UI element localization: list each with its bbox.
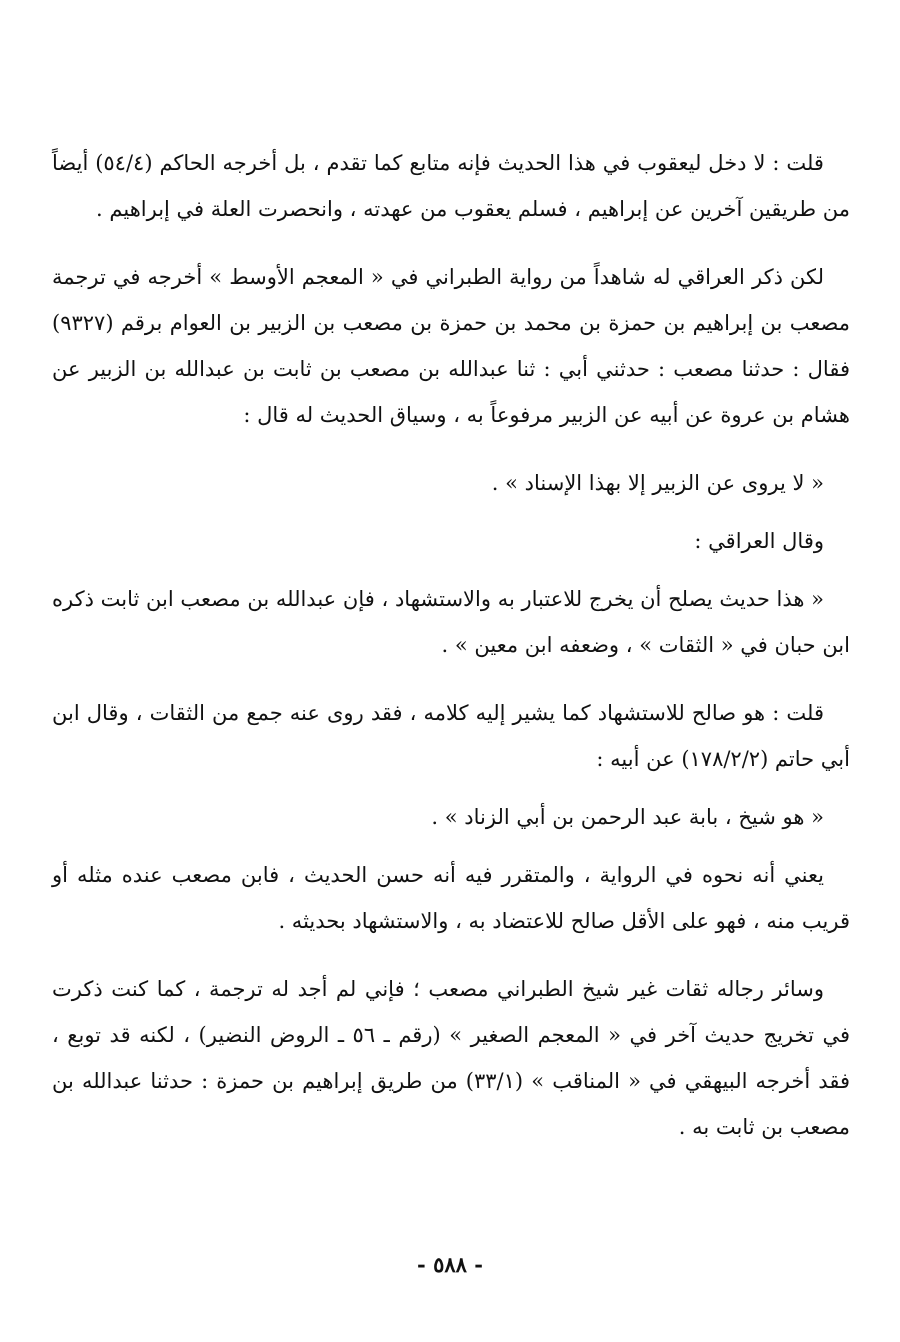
paragraph-4: قلت : هو صالح للاستشهاد كما يشير إليه كلامه ، فقد روى عنه جمع من الثقات ، وقال ابن أبي حاتم (١٧٨/٢/٢) عن أبيه : <box>52 701 850 771</box>
paragraph-3: وقال العراقي : <box>694 529 824 553</box>
page-number: - ٥٨٨ - <box>417 1252 483 1277</box>
paragraph-2: لكن ذكر العراقي له شاهداً من رواية الطبراني في « المعجم الأوسط » أخرجه في ترجمة مصعب بن إبراهيم بن حمزة بن محمد بن حمزة بن مصعب بن الزبير بن العوام برقم (٩٣٢٧) فقال : حدثنا مصعب : حدثني أبي : ثنا عبدالله بن مصعب بن ثابت بن عبدالله بن الزبير عن هشام بن عروة عن أبيه عن الزبير مرفوعاً به ، وسياق الحديث له قال : <box>52 265 850 427</box>
paragraph-1: قلت : لا دخل ليعقوب في هذا الحديث فإنه متابع كما تقدم ، بل أخرجه الحاكم (٥٤/٤) أيضاً من طريقين آخرين عن إبراهيم ، فسلم يعقوب من عهدته ، وانحصرت العلة في إبراهيم . <box>52 151 850 221</box>
quote-1: « لا يروى عن الزبير إلا بهذا الإسناد » . <box>491 471 824 495</box>
paragraph-5: يعني أنه نحوه في الرواية ، والمتقرر فيه أنه حسن الحديث ، فابن مصعب عنده مثله أو قريب منه ، فهو على الأقل صالح للاعتضاد به ، والاستشهاد بحديثه . <box>52 863 850 933</box>
quote-3: « هو شيخ ، بابة عبد الرحمن بن أبي الزناد » . <box>431 805 824 829</box>
quote-2: « هذا حديث يصلح أن يخرج للاعتبار به والاستشهاد ، فإن عبدالله بن مصعب ابن ثابت ذكره ابن حبان في « الثقات » ، وضعفه ابن معين » . <box>52 587 850 657</box>
page-body <box>52 140 850 1172</box>
paragraph-6: وسائر رجاله ثقات غير شيخ الطبراني مصعب ؛ فإني لم أجد له ترجمة ، كما كنت ذكرت في تخريج حديث آخر في « المعجم الصغير » (رقم ـ ٥٦ ـ الروض النضير) ، لكنه قد توبع ، فقد أخرجه البيهقي في « المناقب » (٣٣/١) من طريق إبراهيم بن حمزة : حدثنا عبدالله بن مصعب بن ثابت به . <box>52 977 850 1139</box>
